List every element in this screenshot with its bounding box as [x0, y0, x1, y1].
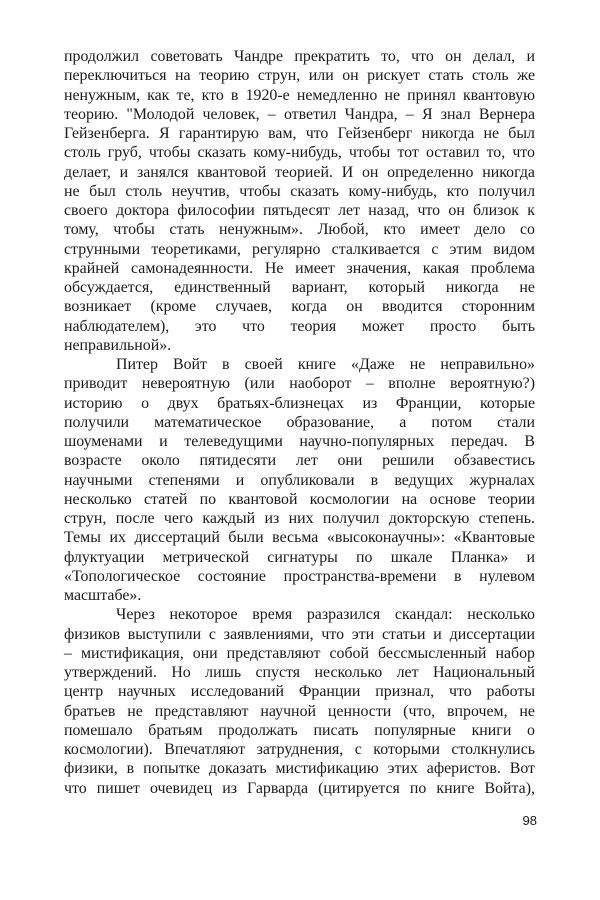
text-line-26: Темы их диссертаций были весьма «высоконаучны»: «Квантовые: [64, 529, 535, 547]
text-line-20: получили математическое образование, а потом стали: [64, 413, 535, 431]
text-line-34: центр научных исследований Франции признал, что работы: [64, 683, 535, 701]
text-line-8: не был столь неучтив, чтобы сказать кому-нибудь, кто получил: [64, 182, 535, 200]
text-line-31: физиков выступили с заявлениями, что эти статьи и диссертации: [64, 625, 535, 643]
text-line-35: братьев не представляют научной ценности (что, впрочем, не: [64, 702, 535, 720]
text-line-9: своего доктора философии пятьдесят лет назад, что он близок к: [64, 202, 535, 219]
text-line-30: Через некоторое время разразился скандал: несколько: [116, 606, 535, 624]
text-line-12: крайней самонадеянности. Не имеет значения, какая проблема: [64, 259, 535, 277]
text-line-17: Питер Войт в своей книге «Даже не неправильно»: [116, 356, 535, 373]
text-line-24: несколько статей по квантовой космологии на основе теории: [64, 490, 535, 508]
text-line-22: возрасте около пятидесяти лет они решили обзавестись: [64, 452, 535, 470]
text-line-4: теорию. "Молодой человек, – ответил Чандра, – Я знал Вернера: [64, 105, 535, 123]
text-line-7: делает, и занялся квантовой теорией. И он определенно никогда: [64, 163, 535, 181]
text-line-2: переключиться на теорию струн, или он рискует стать столь же: [64, 67, 535, 85]
text-line-36: помешало братьям продолжать писать популярные книги о: [64, 721, 535, 739]
text-line-38: физики, в попытке доказать мистификацию этих аферистов. Вот: [64, 760, 535, 778]
text-line-39: что пишет очевидец из Гарварда (цитируется по книге Войта),: [64, 779, 535, 797]
text-line-28: «Топологическое состояние пространства-времени в нулевом: [64, 567, 535, 585]
page-number: 98: [522, 813, 537, 828]
text-line-13: обсуждается, единственный вариант, который никогда не: [64, 279, 535, 296]
text-line-15: наблюдателем), это что теория может просто быть: [64, 317, 535, 335]
text-line-1: продолжил советовать Чандре прекратить то, что он делал, и: [64, 48, 535, 65]
text-line-33: утверждений. Но лишь спустя несколько лет Национальный: [64, 664, 535, 681]
text-line-23: научными степенями и опубликовали в ведущих журналах: [64, 471, 535, 489]
text-line-14: возникает (кроме случаев, когда он вводится сторонним: [64, 298, 535, 316]
text-line-37: космологии). Впечатляют затруднения, с которыми столкнулись: [64, 741, 535, 758]
text-line-29: масштабе».: [64, 587, 142, 604]
text-line-3: ненужным, как те, кто в 1920-е немедленно не принял квантовую: [64, 86, 535, 104]
text-line-25: струн, после чего каждый из них получил докторскую степень.: [64, 510, 535, 527]
page-text-body: [64, 47, 535, 798]
text-line-5: Гейзенберга. Я гарантирую вам, что Гейзенберг никогда не был: [64, 125, 535, 142]
text-line-18: приводит невероятную (или наоборот – вполне вероятную?): [64, 375, 535, 393]
text-line-11: струнными теоретиками, регулярно сталкивается с этим видом: [64, 240, 535, 258]
text-line-21: шоуменами и телеведущими научно-популярных передач. В: [64, 433, 535, 450]
text-line-10: тому, чтобы стать ненужным». Любой, кто имеет дело со: [64, 221, 535, 239]
text-line-19: историю о двух братьях-близнецах из Франции, которые: [64, 394, 535, 412]
text-line-32: – мистификация, они представляют собой бессмысленный набор: [64, 644, 535, 662]
text-line-16: неправильной».: [64, 336, 172, 354]
text-line-27: флуктуации метрической сигнатуры по шкале Планка» и: [64, 548, 535, 566]
text-line-6: столь груб, чтобы сказать кому-нибудь, чтобы тот оставил то, что: [64, 144, 535, 162]
